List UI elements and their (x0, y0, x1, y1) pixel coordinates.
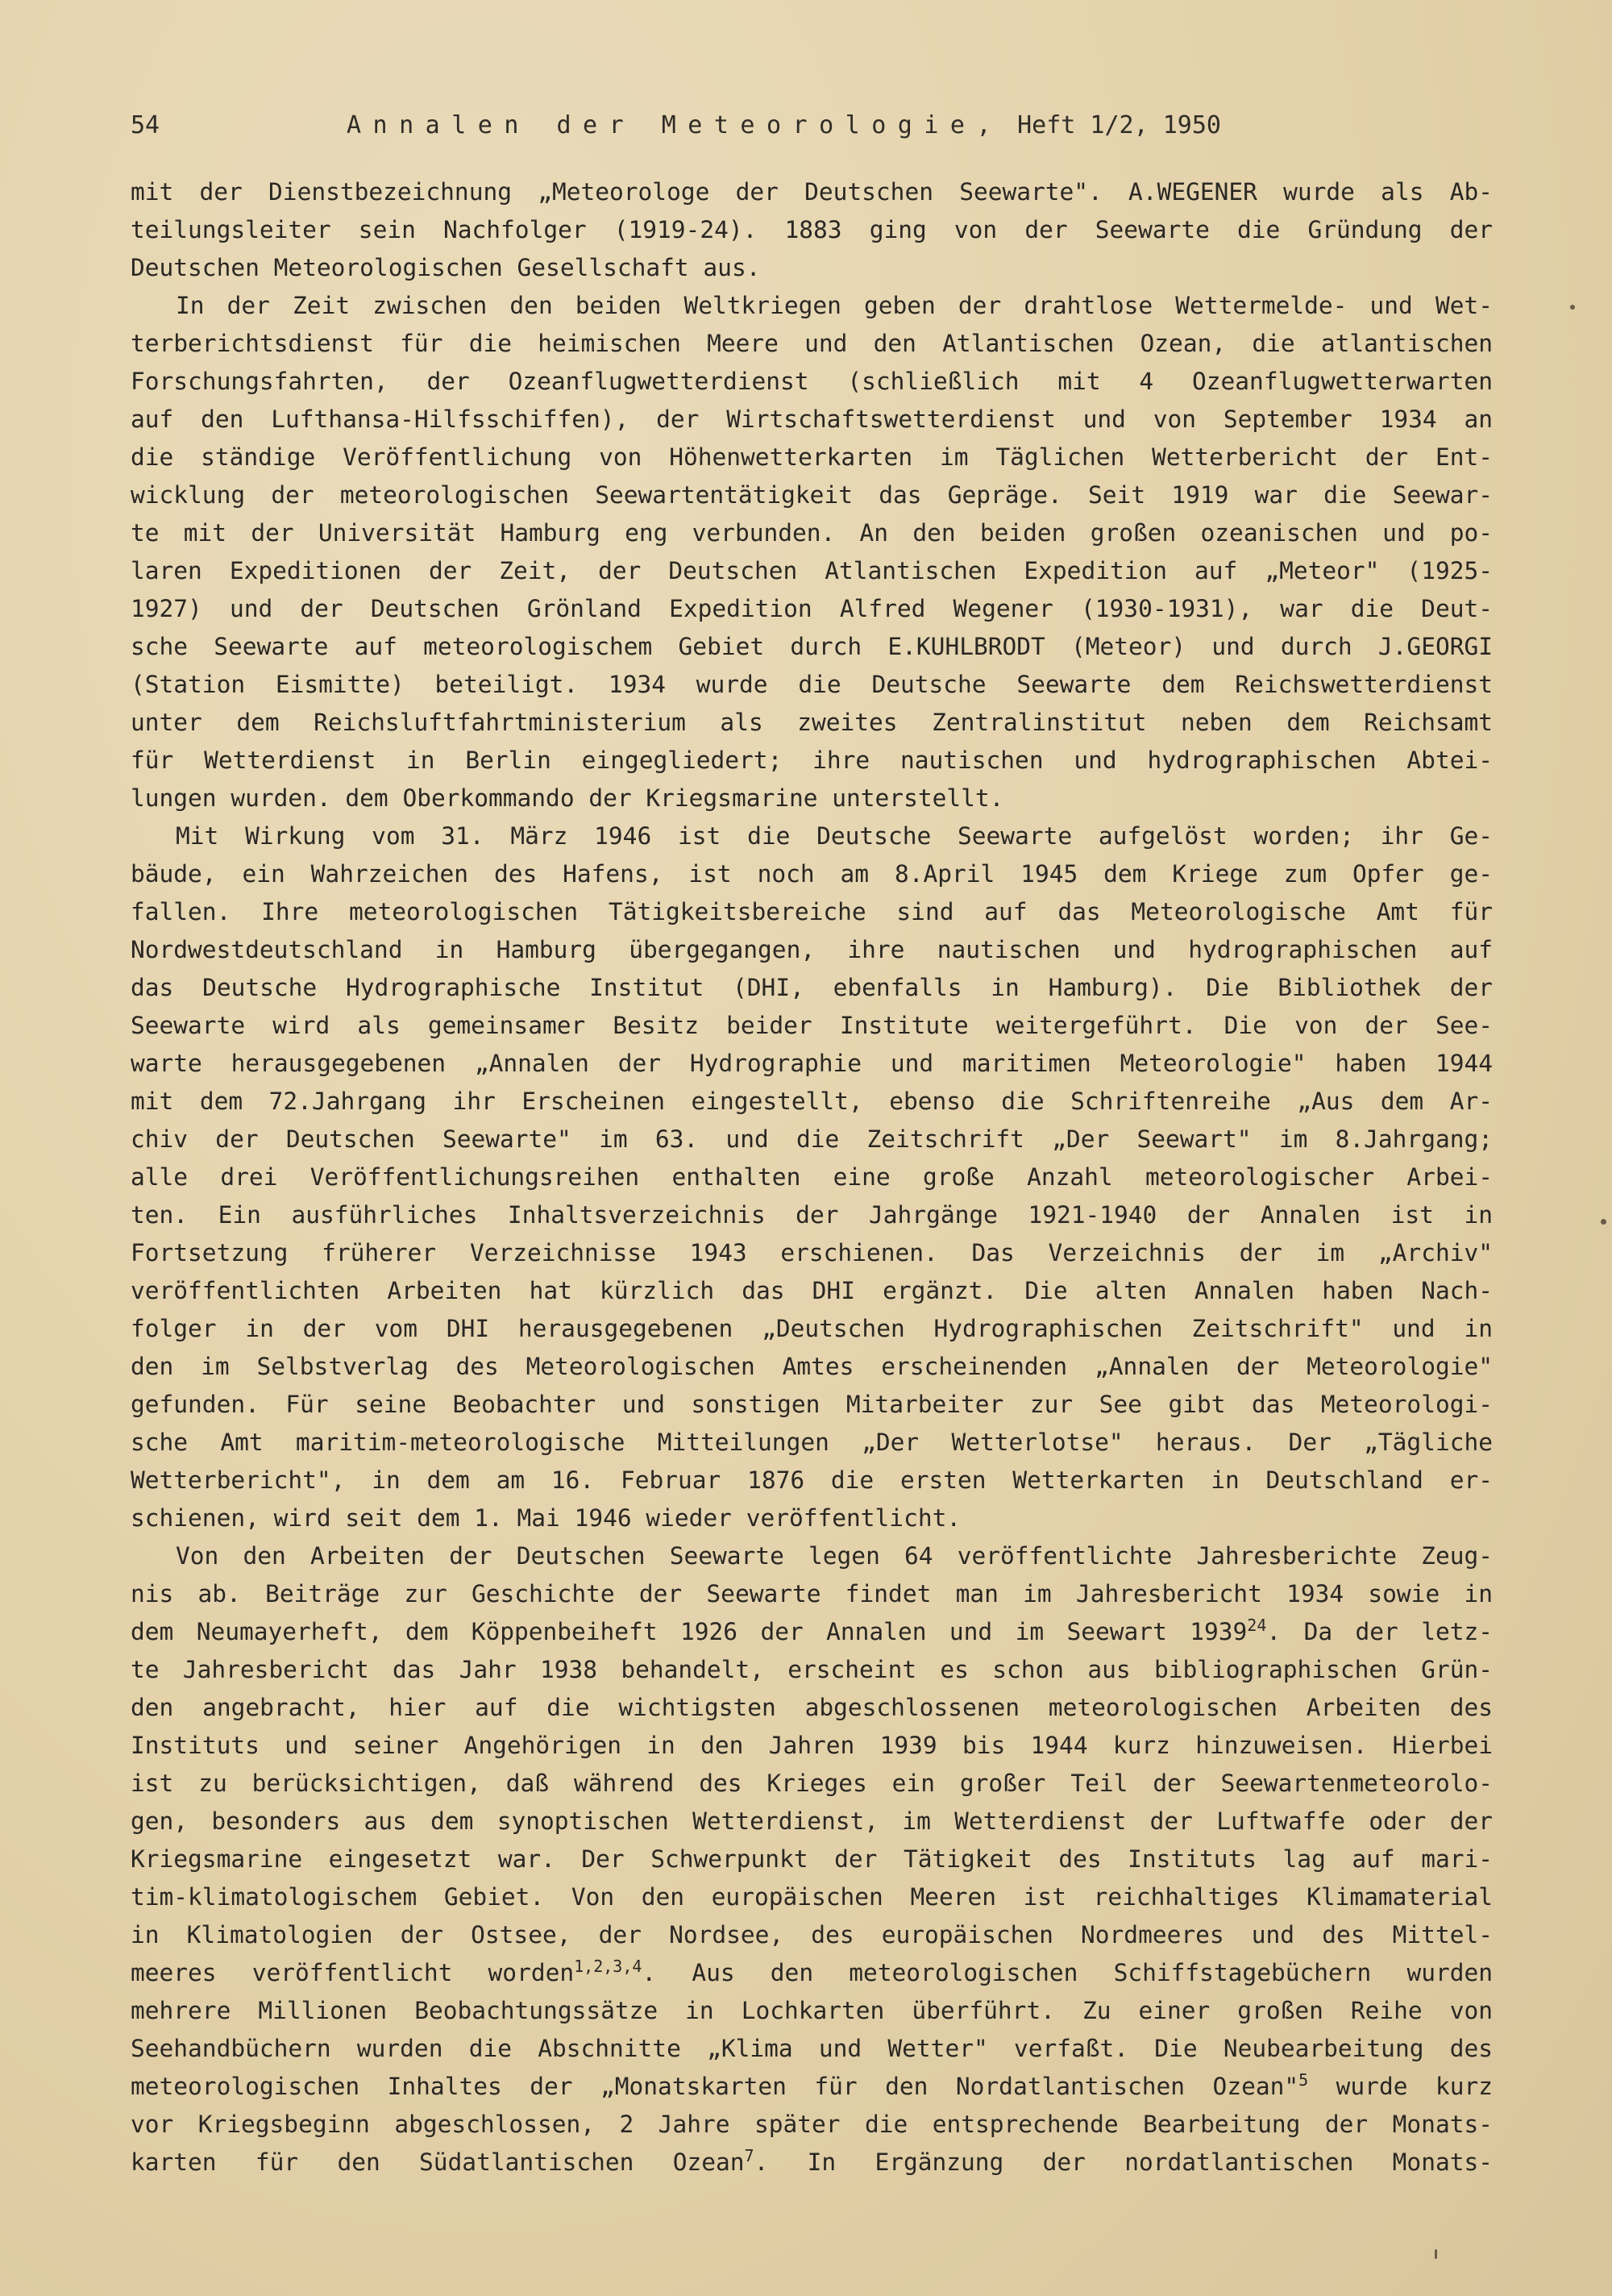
text-line (131, 1537, 1493, 1575)
text-line (131, 855, 1493, 893)
line-text: meteorologischen Inhaltes der „Monatskarten für den Nordatlantischen Ozean" (131, 2073, 1299, 2100)
line-text: meeres veröffentlicht worden (131, 1959, 575, 1986)
text-line (131, 1992, 1493, 2030)
text-line (131, 590, 1493, 628)
line-text: Seewarte wird als gemeinsamer Besitz beider Institute weitergeführt. Die von der See- (131, 1012, 1493, 1039)
line-text: te Jahresbericht das Jahr 1938 behandelt, erscheint es schon aus bibliographischen Grün- (131, 1656, 1493, 1683)
line-text: te mit der Universität Hamburg eng verbunden. An den beiden großen ozeanischen und po- (131, 519, 1493, 547)
body-text (131, 173, 1493, 2182)
line-text: bäude, ein Wahrzeichen des Hafens, ist noch am 8.April 1945 dem Kriege zum Opfer ge- (131, 860, 1493, 888)
text-line (131, 1083, 1493, 1121)
text-line (131, 1348, 1493, 1386)
line-text: Seehandbüchern wurden die Abschnitte „Klima und Wetter" verfaßt. Die Neubearbeitung des (131, 2035, 1493, 2062)
line-text: Forschungsfahrten, der Ozeanflugwetterdienst (schließlich mit 4 Ozeanflugwetterwarten (131, 368, 1493, 395)
text-line (131, 363, 1493, 401)
line-text: den im Selbstverlag des Meteorologischen Amtes erscheinenden „Annalen der Meteorologie" (131, 1353, 1493, 1380)
text-line (131, 1310, 1493, 1348)
page-number: 54 (131, 111, 160, 139)
line-text: auf den Lufthansa-Hilfsschiffen), der Wirtschaftswetterdienst und von September 1934 an (131, 406, 1493, 433)
text-line (131, 211, 1493, 249)
line-text: Von den Arbeiten der Deutschen Seewarte legen 64 veröffentlichte Jahresberichte Zeug- (176, 1542, 1493, 1570)
text-line (131, 1121, 1493, 1158)
line-text: Mit Wirkung vom 31. März 1946 ist die Deutsche Seewarte aufgelöst worden; ihr Ge- (176, 822, 1493, 850)
text-line (131, 742, 1493, 780)
text-line (131, 969, 1493, 1007)
running-header (131, 111, 1501, 139)
text-line (131, 1765, 1493, 1803)
text-line (131, 817, 1493, 855)
issue-info: Heft 1/2, 1950 (1017, 111, 1221, 139)
text-line (131, 628, 1493, 666)
line-text: für Wetterdienst in Berlin eingegliedert; ihre nautischen und hydrographischen Abtei- (131, 747, 1493, 774)
line-text: Instituts und seiner Angehörigen in den Jahren 1939 bis 1944 kurz hinzuweisen. Hierbei (131, 1732, 1493, 1759)
footnote-reference: 24 (1247, 1616, 1267, 1635)
line-text: alle drei Veröffentlichungsreihen enthalten eine große Anzahl meteorologischer Arbei- (131, 1163, 1493, 1191)
paper-speck (1435, 2249, 1437, 2259)
journal-title: Annalen der Meteorologie, (347, 111, 1003, 139)
line-text: veröffentlichten Arbeiten hat kürzlich das DHI ergänzt. Die alten Annalen haben Nach- (131, 1277, 1493, 1304)
footnote-reference: 5 (1298, 2070, 1309, 2090)
text-line (131, 1045, 1493, 1083)
text-line (131, 249, 1493, 287)
line-text: fallen. Ihre meteorologischen Tätigkeitsbereiche sind auf das Meteorologische Amt für (131, 898, 1493, 925)
text-line (131, 439, 1493, 476)
text-line (131, 1841, 1493, 1878)
text-line (131, 666, 1493, 704)
line-text: mit der Dienstbezeichnung „Meteorologe der Deutschen Seewarte". A.WEGENER wurde als Ab- (131, 178, 1493, 206)
text-line (131, 2144, 1493, 2182)
text-line (131, 287, 1493, 325)
text-line (131, 514, 1493, 552)
text-line (131, 1424, 1493, 1462)
line-text: dem Neumayerheft, dem Köppenbeiheft 1926 der Annalen und im Seewart 1939 (131, 1618, 1248, 1645)
text-line (131, 1007, 1493, 1045)
line-text: warte herausgegebenen „Annalen der Hydrographie und maritimen Meteorologie" haben 1944 (131, 1050, 1493, 1077)
text-line (131, 173, 1493, 211)
line-text: unter dem Reichsluftfahrtministerium als zweites Zentralinstitut neben dem Reichsamt (131, 709, 1493, 736)
line-text: den angebracht, hier auf die wichtigsten abgeschlossenen meteorologischen Arbeiten des (131, 1694, 1493, 1721)
text-line (131, 325, 1493, 363)
line-text: terberichtsdienst für die heimischen Meere und den Atlantischen Ozean, die atlantischen (131, 330, 1493, 357)
line-text: lungen wurden. dem Oberkommando der Kriegsmarine unterstellt. (131, 784, 1004, 812)
line-text: ist zu berücksichtigen, daß während des Krieges ein großer Teil der Seewartenmeteorolo- (131, 1770, 1493, 1797)
text-line (131, 1272, 1493, 1310)
line-text: mehrere Millionen Beobachtungssätze in Lochkarten überführt. Zu einer großen Reihe von (131, 1997, 1493, 2024)
text-line (131, 1613, 1493, 1651)
line-text: die ständige Veröffentlichung von Höhenwetterkarten im Täglichen Wetterbericht der Ent- (131, 443, 1493, 471)
text-line (131, 1575, 1493, 1613)
line-text: laren Expeditionen der Zeit, der Deutschen Atlantischen Expedition auf „Meteor" (1925- (131, 557, 1493, 584)
text-line (131, 476, 1493, 514)
text-line (131, 2068, 1493, 2106)
text-line (131, 1196, 1493, 1234)
line-text: ten. Ein ausführliches Inhaltsverzeichnis der Jahrgänge 1921-1940 der Annalen ist in (131, 1201, 1493, 1229)
line-text: gen, besonders aus dem synoptischen Wetterdienst, im Wetterdienst der Luftwaffe oder der (131, 1807, 1493, 1835)
footnote-reference: 7 (744, 2146, 754, 2165)
line-text-continued: . In Ergänzung der nordatlantischen Monats- (754, 2148, 1493, 2176)
line-text: Kriegsmarine eingesetzt war. Der Schwerpunkt der Tätigkeit des Instituts lag auf mari- (131, 1845, 1493, 1873)
line-text: Wetterbericht", in dem am 16. Februar 1876 die ersten Wetterkarten in Deutschland er- (131, 1466, 1493, 1494)
line-text: in Klimatologien der Ostsee, der Nordsee, des europäischen Nordmeeres und des Mittel- (131, 1921, 1493, 1949)
text-line (131, 1499, 1493, 1537)
footnote-reference: 1,2,3,4 (574, 1957, 642, 1976)
line-text: vor Kriegsbeginn abgeschlossen, 2 Jahre später die entsprechende Bearbeitung der Monats- (131, 2111, 1493, 2138)
line-text: teilungsleiter sein Nachfolger (1919-24). 1883 ging von der Seewarte die Gründung der (131, 216, 1493, 243)
paper-speck (1601, 1219, 1606, 1225)
text-line (131, 1462, 1493, 1499)
text-line (131, 704, 1493, 742)
line-text: Nordwestdeutschland in Hamburg übergegangen, ihre nautischen und hydrographischen auf (131, 936, 1493, 963)
line-text: folger in der vom DHI herausgegebenen „Deutschen Hydrographischen Zeitschrift" und in (131, 1315, 1493, 1342)
text-line (131, 1803, 1493, 1841)
line-text: sche Seewarte auf meteorologischem Gebiet durch E.KUHLBRODT (Meteor) und durch J.GEORGI (131, 633, 1493, 660)
text-line (131, 1651, 1493, 1689)
text-line (131, 1689, 1493, 1727)
text-line (131, 1158, 1493, 1196)
line-text: schienen, wird seit dem 1. Mai 1946 wieder veröffentlicht. (131, 1504, 962, 1532)
text-line (131, 2106, 1493, 2144)
line-text: nis ab. Beiträge zur Geschichte der Seewarte findet man im Jahresbericht 1934 sowie in (131, 1580, 1493, 1608)
line-text: gefunden. Für seine Beobachter und sonstigen Mitarbeiter zur See gibt das Meteorologi- (131, 1391, 1493, 1418)
text-line (131, 1234, 1493, 1272)
line-text-continued: wurde kurz (1308, 2073, 1493, 2100)
text-line (131, 1878, 1493, 1916)
text-line (131, 1916, 1493, 1954)
text-line (131, 780, 1493, 817)
line-text: (Station Eismitte) beteiligt. 1934 wurde die Deutsche Seewarte dem Reichswetterdienst (131, 671, 1493, 698)
text-line (131, 2030, 1493, 2068)
line-text: Fortsetzung früherer Verzeichnisse 1943 erschienen. Das Verzeichnis der im „Archiv" (131, 1239, 1493, 1267)
line-text: 1927) und der Deutschen Grönland Expedition Alfred Wegener (1930-1931), war die Deut- (131, 595, 1493, 622)
line-text: das Deutsche Hydrographische Institut (DHI, ebenfalls in Hamburg). Die Bibliothek der (131, 974, 1493, 1001)
line-text: Deutschen Meteorologischen Gesellschaft aus. (131, 254, 761, 281)
line-text-continued: . Aus den meteorologischen Schiffstagebüchern wurden (642, 1959, 1494, 1986)
line-text: wicklung der meteorologischen Seewartentätigkeit das Gepräge. Seit 1919 war die Seewar- (131, 481, 1493, 509)
text-line (131, 1386, 1493, 1424)
line-text: sche Amt maritim-meteorologische Mitteilungen „Der Wetterlotse" heraus. Der „Tägliche (131, 1429, 1493, 1456)
paper-speck (1570, 305, 1575, 310)
line-text: In der Zeit zwischen den beiden Weltkriegen geben der drahtlose Wettermelde- und Wet- (176, 292, 1493, 319)
text-line (131, 1954, 1493, 1992)
text-line (131, 552, 1493, 590)
line-text: tim-klimatologischem Gebiet. Von den europäischen Meeren ist reichhaltiges Klimamaterial (131, 1883, 1493, 1911)
line-text: chiv der Deutschen Seewarte" im 63. und die Zeitschrift „Der Seewart" im 8.Jahrgang; (131, 1125, 1493, 1153)
text-line (131, 1727, 1493, 1765)
text-line (131, 893, 1493, 931)
text-line (131, 931, 1493, 969)
text-line (131, 401, 1493, 439)
line-text-continued: . Da der letz- (1266, 1618, 1493, 1645)
line-text: mit dem 72.Jahrgang ihr Erscheinen eingestellt, ebenso die Schriftenreihe „Aus dem Ar- (131, 1088, 1493, 1115)
line-text: karten für den Südatlantischen Ozean (131, 2148, 745, 2176)
